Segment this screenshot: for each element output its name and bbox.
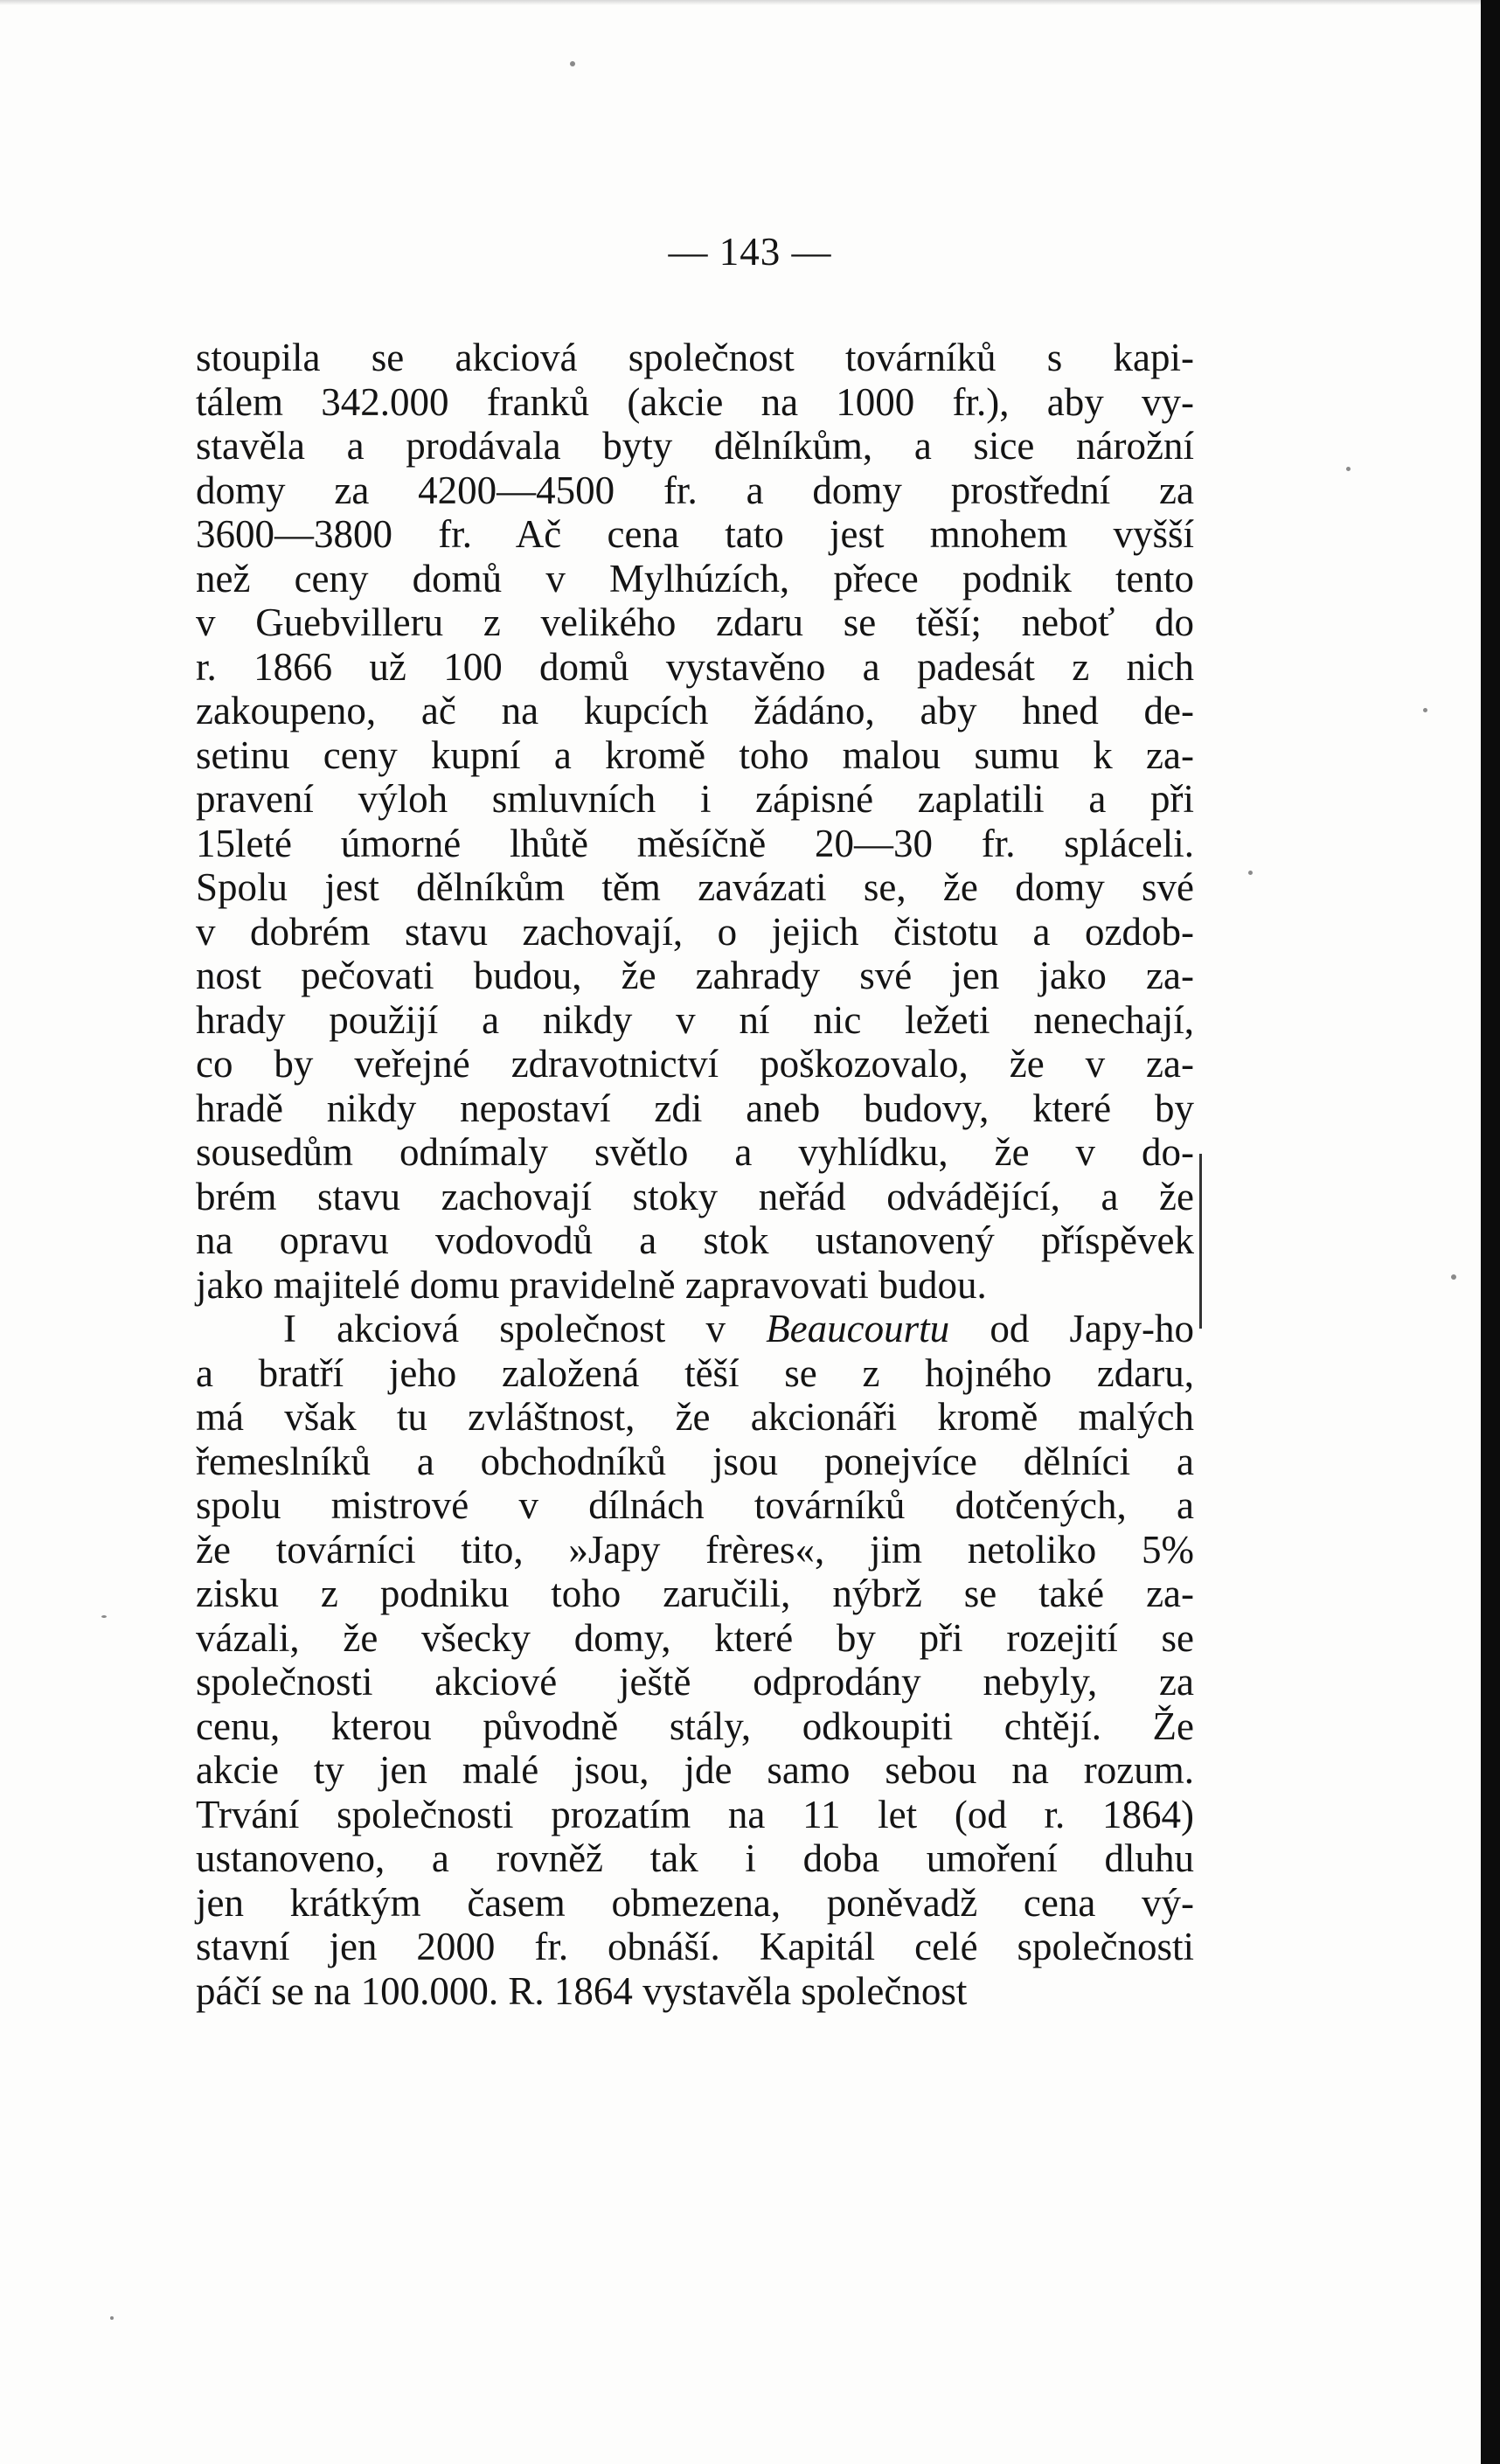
text-line: a bratří jeho založená těší se z hojného zdaru, [196, 1350, 1194, 1395]
text-line: stoupila se akciová společnost továrníků s kapi- [196, 336, 1194, 379]
body-text [196, 336, 1194, 2013]
text-line: než ceny domů v Mylhúzích, přece podnik tento [196, 556, 1194, 600]
scan-speck [101, 1615, 107, 1618]
text-line: stavěla a prodávala byty dělníkům, a sice nárožní [196, 424, 1194, 468]
text-line: Trvání společnosti prozatím na 11 let (od r. 1864) [196, 1792, 1194, 1836]
text-line: tálem 342.000 franků (akcie na 1000 fr.), aby vy- [196, 379, 1194, 424]
scan-speck [110, 2316, 114, 2320]
text-line: na opravu vodovodů a stok ustanovený příspěvek [196, 1218, 1194, 1262]
text-line: zisku z podniku toho zaručili, nýbrž se také za- [196, 1572, 1194, 1615]
text-line: zakoupeno, ač na kupcích žádáno, aby hned de- [196, 689, 1194, 732]
text-line: nost pečovati budou, že zahrady své jen jako za- [196, 954, 1194, 997]
text-line: v Guebvilleru z velikého zdaru se těší; neboť do [196, 600, 1194, 644]
text-line: domy za 4200—4500 fr. a domy prostřední za [196, 468, 1194, 512]
text-line: cenu, kterou původně stály, odkoupiti chtějí. Že [196, 1704, 1194, 1748]
place-name-italic: Beaucourtu [766, 1307, 950, 1350]
text-line: brém stavu zachovají stoky neřád odvádějící, a že [196, 1174, 1194, 1218]
text-line: 3600—3800 fr. Ač cena tato jest mnohem vyšší [196, 512, 1194, 556]
text-line: hradě nikdy nepostaví zdi aneb budovy, které by [196, 1086, 1194, 1130]
text-line: společnosti akciové ještě odprodány nebyly, za [196, 1660, 1194, 1704]
text-line: vázali, že všecky domy, které by při rozejití se [196, 1615, 1194, 1660]
text-line: r. 1866 už 100 domů vystavěno a padesát z nich [196, 644, 1194, 689]
scan-speck [1423, 708, 1427, 712]
page-top-shadow [0, 0, 1500, 5]
text-line: jen krátkým časem obmezena, poněvadž cena vý- [196, 1880, 1194, 1925]
text-line-first [196, 1307, 1194, 1351]
text-line: akcie ty jen malé jsou, jde samo sebou na rozum. [196, 1748, 1194, 1792]
text-line: jako majitelé domu pravidelně zapravovati budou. [196, 1262, 987, 1307]
text-line: sousedům odnímaly světlo a vyhlídku, že v do- [196, 1130, 1194, 1174]
text-line: že továrníci tito, »Japy frères«, jim netoliko 5% [196, 1527, 1194, 1572]
text-run: od Japy-ho [949, 1307, 1194, 1350]
text-line: řemeslníků a obchodníků jsou ponejvíce dělníci a [196, 1439, 1194, 1483]
text-line: setinu ceny kupní a kromě toho malou sumu k za- [196, 732, 1194, 777]
text-line: stavní jen 2000 fr. obnáší. Kapitál celé společnosti [196, 1925, 1194, 1968]
scan-speck [1451, 1274, 1456, 1280]
paragraph-1 [196, 336, 1194, 1307]
scan-speck [570, 61, 575, 66]
text-line: ustanoveno, a rovněž tak i doba umoření dluhu [196, 1836, 1194, 1880]
text-line: Spolu jest dělníkům těm zavázati se, že domy své [196, 865, 1194, 909]
scan-speck [1248, 871, 1253, 875]
text-line: spolu mistrové v dílnách továrníků dotčených, a [196, 1483, 1194, 1527]
text-line: páčí se na 100.000. R. 1864 vystavěla společnost [196, 1968, 968, 2013]
text-line: 15leté úmorné lhůtě měsíčně 20—30 fr. spláceli. [196, 821, 1194, 865]
text-line: pravení výloh smluvních i zápisné zaplatili a při [196, 777, 1194, 821]
scan-speck [1346, 467, 1351, 471]
text-line: v dobrém stavu zachovají, o jejich čistotu a ozdob- [196, 909, 1194, 954]
margin-mark [1199, 1154, 1202, 1329]
text-line: má však tu zvláštnost, že akcionáři kromě malých [196, 1395, 1194, 1439]
text-run: I akciová společnost v [283, 1307, 767, 1350]
page-number: — 143 — [668, 230, 832, 274]
page-right-edge [1481, 0, 1500, 2464]
text-line: co by veřejné zdravotnictví poškozovalo, že v za- [196, 1042, 1194, 1086]
text-line: hrady použijí a nikdy v ní nic ležeti nenechají, [196, 997, 1194, 1042]
paragraph-2 [196, 1307, 1194, 2013]
